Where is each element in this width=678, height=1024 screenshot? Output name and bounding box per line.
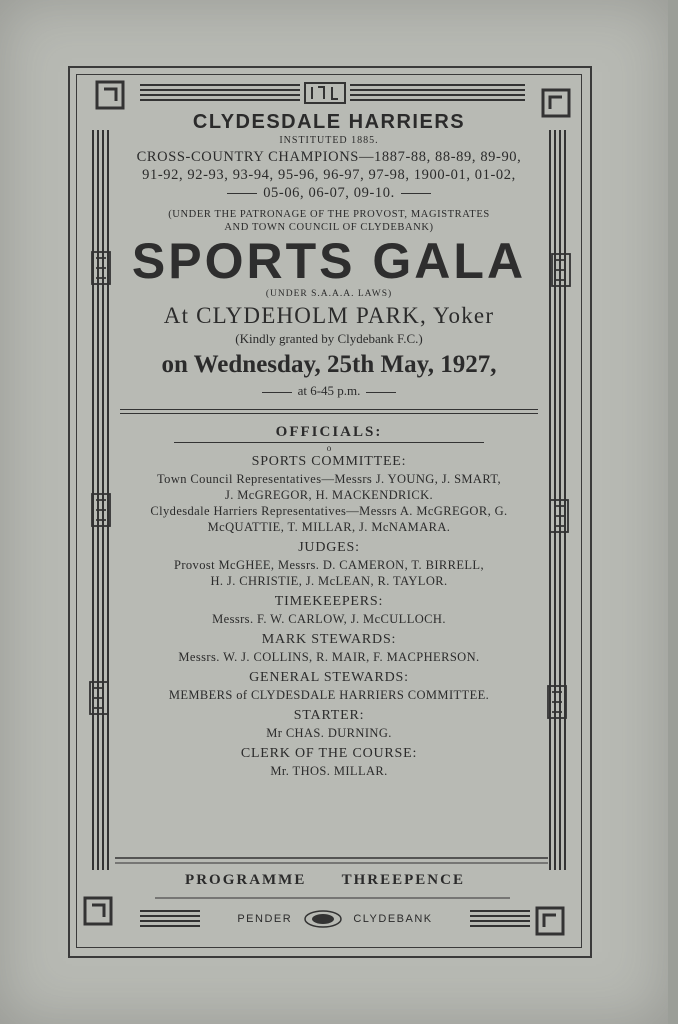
officials-section-title: CLERK OF THE COURSE:	[240, 746, 418, 761]
officials-section-names: H. J. CHRISTIE, J. McLEAN, R. TAYLOR.	[210, 574, 448, 588]
instituted-line: INSTITUTED 1885.	[279, 135, 379, 146]
officials-list	[120, 453, 538, 779]
officials-heading: OFFICIALS:	[275, 424, 383, 440]
officials-section-names: Messrs. F. W. CARLOW, J. McCULLOCH.	[212, 612, 446, 626]
granted-line: (Kindly granted by Clydebank F.C.)	[235, 331, 423, 346]
laws-line: (UNDER S.A.A.A. LAWS)	[265, 289, 393, 299]
champions-line-3: 05-06, 06-07, 09-10.	[120, 184, 538, 202]
patronage-line-2: AND TOWN COUNCIL OF CLYDEBANK)	[224, 222, 434, 233]
champions-line-1: CROSS-COUNTRY CHAMPIONS—1887-88, 88-89, 89-90,	[136, 149, 522, 165]
officials-section-title: SPORTS COMMITTEE:	[251, 454, 407, 469]
champions-line-2: 91-92, 92-93, 93-94, 95-96, 96-97, 97-98, 1900-01, 01-02,	[142, 167, 516, 183]
officials-section-names: Town Council Representatives—Messrs J. YOUNG, J. SMART,	[157, 472, 501, 486]
officials-section-title: STARTER:	[293, 708, 365, 723]
officials-section-names: MEMBERS of CLYDESDALE HARRIERS COMMITTEE.	[168, 688, 490, 702]
event-date: on Wednesday, 25th May, 1927,	[161, 351, 497, 378]
club-name: CLYDESDALE HARRIERS	[192, 111, 466, 133]
divider-rule	[120, 409, 538, 410]
printer-logo-icon	[303, 910, 343, 928]
event-title: SPORTS GALA	[131, 233, 527, 289]
printer-town: CLYDEBANK	[353, 912, 433, 925]
programme-content	[120, 110, 538, 779]
officials-section-names: Mr CHAS. DURNING.	[266, 726, 392, 740]
officials-section-title: TIMEKEEPERS:	[274, 594, 384, 609]
patronage-line-1: (UNDER THE PATRONAGE OF THE PROVOST, MAGISTRATES	[168, 209, 490, 220]
programme-label: PROGRAMME	[185, 872, 307, 888]
officials-section-names: Provost McGHEE, Messrs. D. CAMERON, T. BIRRELL,	[173, 558, 484, 572]
top-ornament-icon	[305, 83, 345, 103]
price-line	[155, 872, 495, 889]
printer-imprint	[210, 910, 460, 928]
officials-section-title: GENERAL STEWARDS:	[249, 670, 409, 685]
printer-name: PENDER	[237, 912, 293, 925]
officials-section-names: Messrs. W. J. COLLINS, R. MAIR, F. MACPHERSON.	[178, 650, 480, 664]
officials-section-names: McQUATTIE, T. MILLAR, J. McNAMARA.	[207, 520, 451, 534]
officials-section-title: JUDGES:	[298, 540, 360, 555]
officials-section-names: Clydesdale Harriers Representatives—Messrs A. McGREGOR, G.	[150, 504, 508, 518]
divider-rule-secondary	[120, 413, 538, 414]
price-label: THREEPENCE	[341, 872, 465, 888]
event-time: at 6-45 p.m.	[120, 381, 538, 401]
officials-section-names: J. McGREGOR, H. MACKENDRICK.	[224, 488, 434, 502]
officials-section-names: Mr. THOS. MILLAR.	[270, 764, 388, 778]
venue-line: At CLYDEHOLM PARK, Yoker	[163, 303, 495, 328]
officials-section-title: MARK STEWARDS:	[261, 632, 397, 647]
officials-marker: o	[326, 443, 332, 453]
